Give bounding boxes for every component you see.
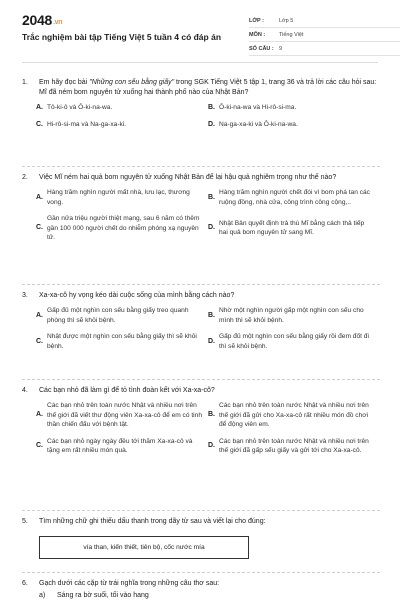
divider [22, 166, 380, 167]
question-subtext: Mĩ đã ném bom nguyên tử xuống hai thành phố nào của Nhật Bản? [39, 89, 249, 96]
option-a[interactable]: A. Các bạn nhỏ trên toàn nước Nhật và nhiều nơi trên thế giới đã viết thư động viên Xa-xa-cô để em có tinh thần chiến đấu với bệnh tật. [36, 402, 202, 428]
option-d[interactable]: D. Gấp đủ một nghìn con sếu bằng giấy rồi đem đốt đi thì sẽ khỏi bệnh. [208, 333, 369, 350]
divider [22, 379, 380, 380]
option-b[interactable]: B. Nhờ một nghìn người gấp một nghìn con sếu cho mình thì sẽ khỏi bệnh. [208, 307, 364, 324]
option-a[interactable]: A. Gấp đủ một nghìn con sếu bằng giấy treo quanh phòng thì sẽ khỏi bệnh. [36, 307, 189, 324]
question-3 [22, 291, 380, 358]
question-text: Em hãy đọc bài "Những con sếu bằng giấy" trong SGK Tiếng Việt 5 tập 1, trang 36 và trả lời các câu hỏi sau: [39, 79, 377, 86]
question-number: 1. [22, 79, 28, 86]
question-text: Tìm những chữ ghi thiếu dấu thanh trong dãy từ sau và viết lại cho đúng: [39, 518, 266, 525]
meta-table [249, 14, 400, 56]
question-4 [22, 386, 380, 463]
page-header [22, 0, 378, 63]
site-logo[interactable]: 2048.vn [22, 12, 63, 28]
option-a[interactable]: A. Hàng trăm nghìn người mất nhà, lưu lạc, thương vong. [36, 189, 190, 206]
question-6 [22, 579, 380, 601]
divider [22, 572, 380, 573]
question-1 [22, 78, 380, 137]
divider [22, 284, 380, 285]
question-number: 2. [22, 174, 28, 181]
option-d[interactable]: D. Các bạn nhỏ trên toàn nước Nhật và nhiều nơi trên thế giới đã gấp sếu giấy và gửi tới cho Xa-xa-cô. [208, 437, 369, 454]
question-number: 5. [22, 518, 28, 525]
question-text: Gạch dưới các cặp từ trái nghĩa trong những câu thơ sau: [39, 580, 220, 587]
option-a[interactable]: A. Tô-ki-ô và Ô-ki-na-wa. [36, 104, 113, 112]
question-text: Xa-xa-cô hy vọng kéo dài cuộc sống của mình bằng cách nào? [39, 292, 235, 299]
option-c[interactable]: C. Nhật được một nghìn con sếu bằng giấy thì sẽ khỏi bệnh. [36, 333, 197, 350]
sub-question-a: a) Sáng ra bờ suối, tối vào hang [39, 592, 149, 599]
option-b[interactable]: B. Ô-ki-na-wa và Hi-rô-si-ma. [208, 104, 297, 112]
question-text: Các bạn nhỏ đã làm gì để tỏ tình đoàn kết với Xa-xa-cô? [39, 387, 215, 394]
option-d[interactable]: D. Na-ga-xa-ki và Ô-ki-na-wa. [208, 121, 298, 129]
option-d[interactable]: D. Nhật Bản quyết định trả thù Mĩ bằng cách thả tiếp hai quả bom nguyên tử sang Mĩ. [208, 219, 365, 237]
options [36, 401, 380, 456]
question-number: 4. [22, 387, 28, 394]
question-number: 3. [22, 292, 28, 299]
option-c[interactable]: C. Gần nửa triệu người thiệt mạng, sau 6 năm có thêm gần 100 000 người chết do nhiễm phóng xạ nguyên tử. [36, 215, 200, 241]
option-b[interactable]: B. Các bạn nhỏ trên toàn nước Nhật và nhiều nơi trên thế giới đã gửi cho Xa-xa-cô rất nhiều món đồ chơi để động viên em. [208, 402, 369, 428]
word-box: vía than, kiến thiết, tiên bộ, cốc nước mía [39, 536, 249, 559]
question-text: Việc Mĩ ném hai quả bom nguyên tử xuống Nhật Bản để lại hậu quả nghiêm trọng như thế nào? [39, 174, 337, 181]
option-b[interactable]: B. Hàng trăm nghìn người chết đói vì bom phá tan các ruộng đồng, nhà cửa, công trình công cộng,.. [208, 189, 370, 206]
meta-row-subject: MÔN : Tiếng Việt [249, 28, 400, 42]
meta-row-count: SỐ CÂU : 9 [249, 42, 400, 56]
options [36, 306, 380, 351]
option-c[interactable]: C. Các bạn nhỏ ngày ngày đều tới thăm Xa-xa-cô và tặng em rất nhiều món quà. [36, 437, 193, 454]
question-5 [22, 517, 380, 559]
question-number: 6. [22, 580, 28, 587]
document-title: Trắc nghiệm bài tập Tiếng Việt 5 tuần 4 có đáp án [22, 32, 222, 42]
divider [22, 510, 380, 511]
option-c[interactable]: C. Hi-rô-si-ma và Na-ga-xa-ki. [36, 121, 127, 129]
options [36, 103, 380, 130]
question-2 [22, 173, 380, 250]
meta-row-class: LỚP : Lớp 5 [249, 14, 400, 28]
options [36, 188, 380, 243]
